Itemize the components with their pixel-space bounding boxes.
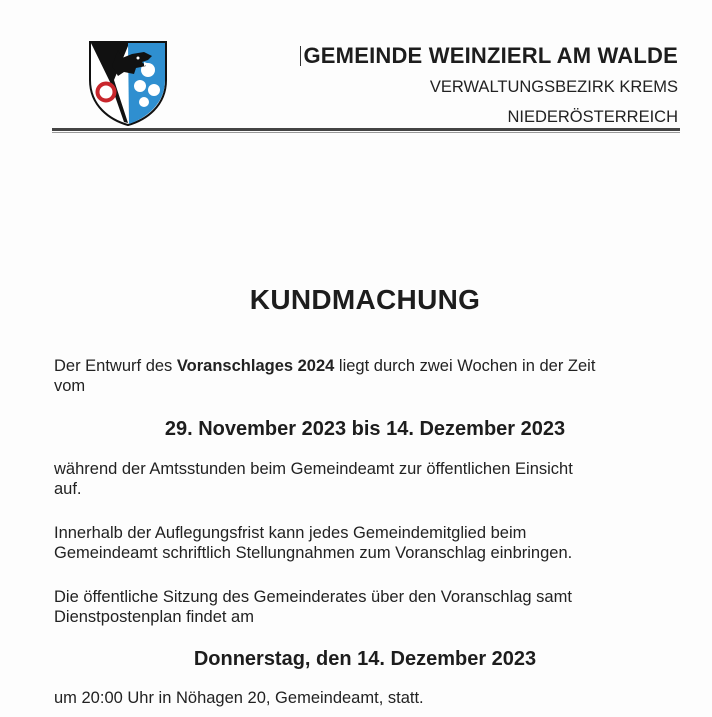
state-name: NIEDERÖSTERREICH [507, 108, 678, 126]
municipality-name [300, 42, 678, 70]
objection-line2: Gemeindeamt schriftlich Stellungnahmen zum Voranschlag einbringen. [54, 544, 573, 562]
intro-paragraph [54, 356, 684, 396]
intro-text-after: liegt durch zwei Wochen in der Zeit [334, 357, 596, 375]
objection-paragraph [54, 523, 684, 563]
letterhead [300, 42, 678, 128]
coat-of-arms-icon [88, 40, 168, 126]
header-rule-thin [52, 132, 680, 133]
cursor-bar [300, 46, 301, 66]
intro-text-line2: vom [54, 377, 86, 395]
session-date: Donnerstag, den 14. Dezember 2023 [193, 648, 537, 670]
during-paragraph [54, 459, 684, 499]
municipality-label: GEMEINDE WEINZIERL AM WALDE [303, 43, 678, 68]
header-rule [52, 128, 680, 131]
objection-line1: Innerhalb der Auflegungsfrist kann jedes Gemeindemitglied beim [54, 524, 527, 542]
document-title: KUNDMACHUNG [249, 284, 481, 315]
session-line1: Die öffentliche Sitzung des Gemeinderates über den Voranschlag samt [54, 588, 572, 606]
during-line1: während der Amtsstunden beim Gemeindeamt zur öffentlichen Einsicht [54, 460, 573, 478]
session-paragraph [54, 587, 684, 627]
district-name: VERWALTUNGSBEZIRK KREMS [429, 78, 678, 96]
session-line2: Dienstpostenplan findet am [54, 608, 254, 626]
budget-name: Voranschlages 2024 [176, 357, 335, 375]
session-place: um 20:00 Uhr in Nöhagen 20, Gemeindeamt, statt. [54, 689, 424, 707]
during-line2: auf. [54, 480, 82, 498]
intro-text-before: Der Entwurf des [54, 357, 177, 375]
display-period: 29. November 2023 bis 14. Dezember 2023 [164, 418, 566, 440]
